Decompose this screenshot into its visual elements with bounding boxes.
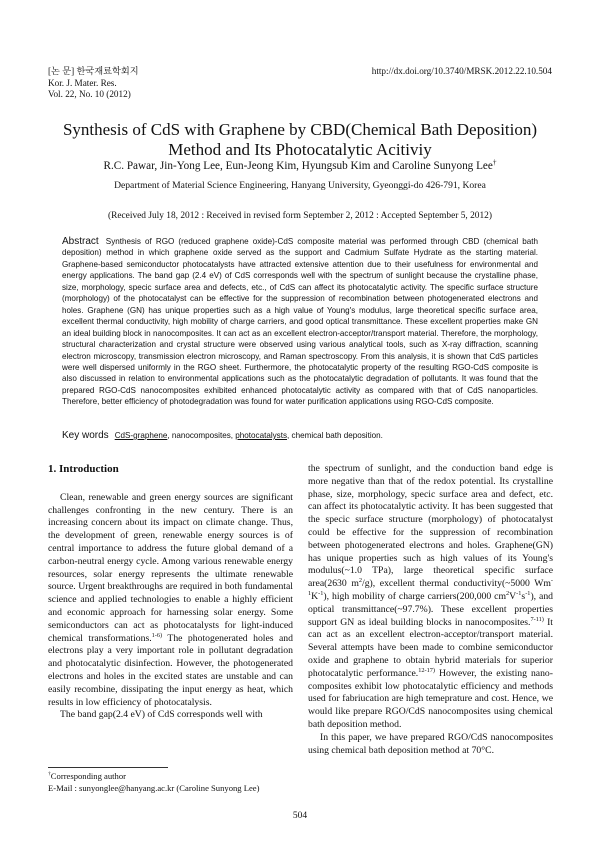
text-run: s	[521, 590, 526, 602]
keyword-cds-graphene: CdS-graphene	[114, 431, 168, 440]
text-run: K	[311, 590, 319, 602]
keywords	[62, 430, 538, 441]
intro-p1-text: Clean, renewable and green energy sources are significant challenges confronting in the new century. There is an increasing concern about its impact on climate change. Thus, the development of green, renewable energy sources is of central importance to address the future global demand of a carbon-neutral energy cycle. Among various renewable energy resources, solar energy represents the ultimate renewable source. Urgent breakthroughs are required in both fundamental science and applied technologies to enable a highly efficient and economic approach for harnessing solar energy. Some semiconductors can act as photocatalysts for light-induced chemical transformations.	[48, 491, 293, 644]
journal-korean-name: [논 문] 한국재료학회지	[48, 66, 139, 76]
keyword-photocatalysts: photocatalysts	[235, 431, 288, 440]
text-run: V	[509, 590, 517, 602]
keyword-separator-2: , chemical bath deposition.	[287, 431, 383, 440]
affiliation: Department of Material Science Engineering, Hanyang University, Gyeonggi-do 426-791, Korea	[114, 180, 486, 191]
text-run: ), high mobility of charge carriers(200,000 cm	[323, 590, 506, 602]
intro-paragraph-2-continued	[308, 463, 553, 732]
keywords-label: Key words	[62, 430, 109, 441]
right-column	[308, 463, 553, 757]
abstract	[62, 236, 538, 408]
text-run: the spectrum of sunlight, and the conduction band edge is more negative than that of the redox potential. Its crystalline phase, size, morphology, specic surface area and defect, etc. can affect its photocatalytic activity. It has been suggested that the specic surface structure (morphology) of photocatalyst could be effective for the suppression of recombination between photogenerated electrons and holes. Graphene(GN) has unique properties such as high values of its Young's modulus(~1.0 TPa), large theoretical specific surface area(2630 m	[308, 463, 553, 590]
footnote-corresponding-text: Corresponding author	[50, 771, 126, 781]
superscript: 2	[358, 576, 363, 584]
abstract-text: Synthesis of RGO (reduced graphene oxide)-CdS composite material was performed through CBD (chemical bath deposition) method in which graphene oxide served as the support and Cadmium Sulfate Hydrate as the starting material. Graphene-based semiconductor photocatalysts have attracted extensive attention due to their usefulness for environmental and energy applications. The band gap (2.4 eV) of CdS corresponds well with the spectrum of sunlight because the crystalline phase, size, morphology, specic surface area and defects, etc., of CdS can affect its photocatalytic activity. The specific surface structure (morphology) of the photocatalyst can be effective for the suppression of recombination between photogenerated electrons and holes. Graphene (GN) has unique properties such as a high value of Young's modulus, large theoretical specific surface area, excellent thermal conductivity, high mobility of charge carriers, and good optical transmittance. These excellent properties make GN an ideal building block in nanocomposites. It can act as an excellent electron-acceptor/transport material. Therefore, the morphology, structural characterization and crystal structure were observed using various analytical tools, such as X-ray diffraction, scanning electron microscopy, transmission electron microscopy, and Raman spectroscopy. From this analysis, it is shown that CdS particles were well dispersed uniformly in the RGO sheet. Furthermore, the photocatalytic property of the resulting RGO-CdS composite is also discussed in relation to environmental applications such as the photocatalytic degradation of pollutants. It was found that the prepared RGO-CdS nanocomposites exhibited enhanced photocatalytic activity as compared with that of CdS nanoparticles. Therefore, better efficiency of photodegradation was found for water purification applications using RGO-CdS composite.	[62, 237, 538, 407]
corresponding-mark: †	[492, 158, 497, 167]
section-heading-introduction: 1. Introduction	[48, 463, 119, 475]
citation-1-6: 1-6)	[151, 631, 163, 639]
title-line-1: Synthesis of CdS with Graphene by CBD(Chemical Bath Deposition)	[62, 120, 538, 139]
text-run: However, the existing nano-composites exhibit low photocatalytic efficiency and methods used for fabriucation are high temeprature and cost. Hence, we would like prepare RGO/CdS nanocomposites using chemical bath deposition method.	[308, 667, 553, 730]
superscript: -1	[525, 589, 531, 597]
received-dates: (Received July 18, 2012 : Received in revised form September 2, 2012 : Accepted September 5, 2012)	[107, 211, 492, 221]
text-run: It can act as an excellent electron-acceptor/transport material. Several attempts have been made to combine semiconductor oxide and graphene to obtain hybrid materials for superior photocatalytic performance.	[308, 616, 553, 679]
superscript: -1	[308, 576, 553, 597]
footnote-email[interactable]: E-Mail : sunyonglee@hanyang.ac.kr (Caroline Sunyong Lee)	[48, 782, 260, 793]
superscript: 2	[506, 589, 510, 597]
text-run: /g), excellent thermal conductivity(~5000 Wm	[362, 578, 551, 590]
journal-volume: Vol. 22, No. 10 (2012)	[48, 89, 131, 99]
footnotes	[48, 771, 259, 794]
abstract-label: Abstract	[62, 236, 99, 247]
keyword-separator-1: , nanocomposites,	[167, 431, 236, 440]
journal-header	[48, 66, 139, 101]
doi-link[interactable]: http://dx.doi.org/10.3740/MRSK.2012.22.10.504	[371, 66, 552, 76]
paper-title	[40, 120, 560, 160]
page-number: 504	[292, 811, 308, 821]
journal-abbreviation: Kor. J. Mater. Res.	[48, 77, 117, 88]
intro-paragraph-3: In this paper, we have prepared RGO/CdS nanocomposites using chemical bath deposition method at 70°C.	[308, 731, 553, 756]
citation-12-17: 12-17)	[418, 666, 436, 674]
footnote-divider	[48, 767, 168, 768]
footnote-mark: †	[48, 771, 51, 778]
author-list	[40, 160, 560, 172]
title-line-2: Method and Its Photocatalytic Acitiviy	[168, 140, 432, 159]
intro-paragraph-1	[48, 492, 293, 710]
footnote-corresponding	[48, 771, 259, 783]
text-run: ), and optical transmittance(~97.7%). These excellent properties support GN as ideal building blocks in nanocomposites.	[308, 590, 554, 628]
intro-p1-text-b: The photogenerated holes and electrons play a very important role in pollutant degradation and photocatalytic disinfection. However, the photogenerated electrons and holes in the excited states are unstable and can easily recombine, dissipating the input energy as heat, which results in low efficiency of photocatalysis.	[48, 632, 293, 708]
superscript: -1	[318, 589, 324, 597]
intro-paragraph-2: The band gap(2.4 eV) of CdS corresponds well with	[60, 709, 263, 721]
superscript: -1	[516, 589, 522, 597]
citation-7-11: 7-11)	[530, 615, 544, 623]
left-column	[48, 463, 293, 722]
authors-text: R.C. Pawar, Jin-Yong Lee, Eun-Jeong Kim, Hyungsub Kim and Caroline Sunyong Lee	[103, 160, 493, 172]
